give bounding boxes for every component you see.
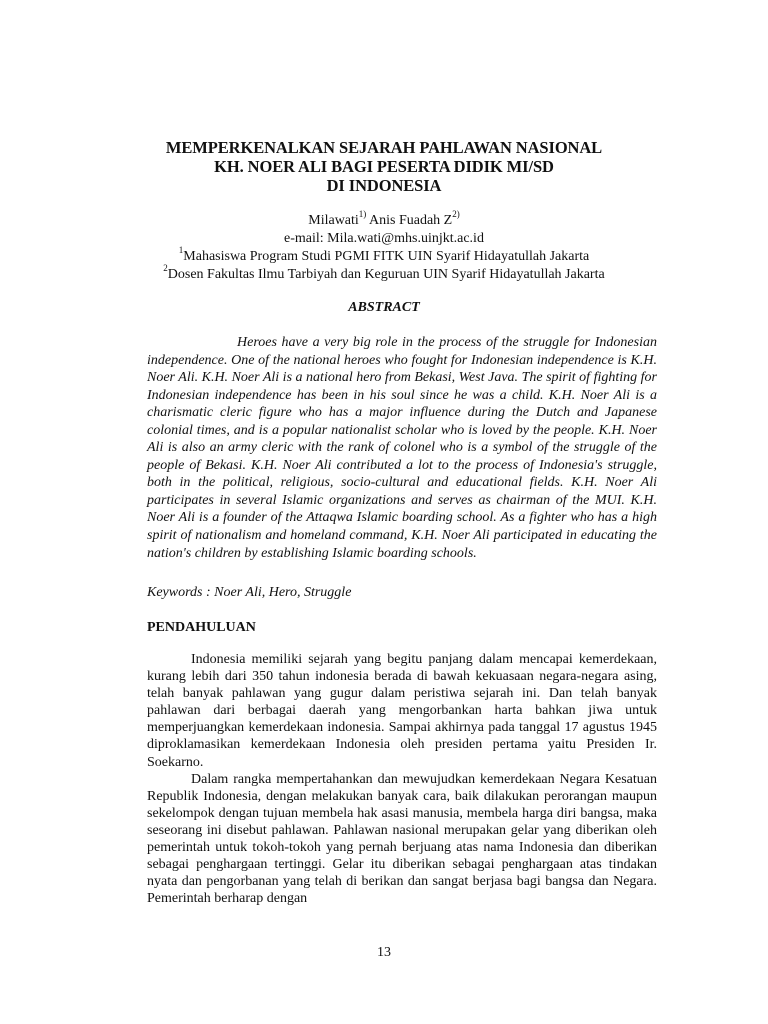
affiliation-1-marker: 1 — [178, 245, 184, 256]
body-paragraph-1: Indonesia memiliki sejarah yang begitu panjang dalam mencapai kemerdekaan, kurang lebih dari 350 tahun indonesia berada di bawah kekuasaan negara-negara asing, telah banyak pahlawan yang gugur dalam peristiwa sejarah ini. Dan telah banyak pahlawan dari berbagai daerah yang mengorbankan harta bahkan jiwa untuk memperjuangkan kemerdekaan indonesia. Sampai akhirnya pada tanggal 17 agustus 1945 diproklamasikan kemerdekaan Indonesia oleh presiden pertama yaitu Presiden Ir. Soekarno. — [147, 652, 657, 770]
affiliation-1 — [110, 245, 658, 266]
author-block — [110, 209, 658, 284]
section-body — [147, 651, 657, 907]
affiliation-2-marker: 2 — [163, 263, 168, 274]
title-line-2: KH. NOER ALI BAGI PESERTA DIDIK MI/SD — [214, 157, 554, 176]
author-names — [110, 209, 658, 230]
affiliation-2 — [110, 263, 658, 284]
section-heading: PENDAHULUAN — [147, 620, 256, 635]
affiliation-2-text: Dosen Fakultas Ilmu Tarbiyah dan Keguruan UIN Syarif Hidayatullah Jakarta — [167, 267, 605, 282]
title-line-3: DI INDONESIA — [326, 176, 442, 195]
author-2: Anis Fuadah Z — [366, 213, 453, 228]
author-2-marker: 2) — [452, 209, 460, 220]
abstract-heading: ABSTRACT — [348, 300, 420, 315]
author-email: e-mail: Mila.wati@mhs.uinjkt.ac.id — [284, 231, 484, 246]
body-paragraph-2: Dalam rangka mempertahankan dan mewujudkan kemerdekaan Negara Kesatuan Republik Indonesia, dengan melakukan banyak cara, baik dilakukan perorangan maupun sekelompok dengan tujuan membela hak asasi manusia, membela harga diri bangsa, maka seseorang ini disebut pahlawan. Pahlawan nasional merupakan gelar yang diberikan oleh pemerintah untuk tokoh-tokoh yang pernah berjuang atas nama Indonesia dan diberikan sebagai penghargaan tertinggi. Gelar itu diberikan sebagai penghargaan atas tindakan nyata dan pengorbanan yang telah di berikan dan sangat berjasa bagi bangsa dan Negara. Pemerintah berharap dengan — [147, 771, 657, 907]
abstract-paragraph: Heroes have a very big role in the process of the struggle for Indonesian independence. One of the national heroes who fought for Indonesian independence is K.H. Noer Ali. K.H. Noer Ali is a national hero from Bekasi, West Java. The spirit of fighting for Indonesian independence has been in his soul since he was a child. K.H. Noer Ali is a charismatic cleric figure who has a major influence during the Dutch and Japanese colonial times, and is a popular nationalist scholar who is loved by the people. K.H. Noer Ali is also an army cleric with the rank of colonel who is a symbol of the struggle of the people of Bekasi. K.H. Noer Ali contributed a lot to the process of Indonesia's struggle, both in the political, religious, socio-cultural and educational fields. K.H. Noer Ali participates in several Islamic organizations and serves as chairman of the MUI. K.H. Noer Ali is a founder of the Attaqwa Islamic boarding school. As a fighter who has a high spirit of nationalism and homeland command, K.H. Noer Ali participated in educating the nation's children by establishing Islamic boarding schools. — [147, 335, 657, 561]
affiliation-1-text: Mahasiswa Program Studi PGMI FITK UIN Syarif Hidayatullah Jakarta — [183, 249, 590, 264]
keywords-line: Keywords : Noer Ali, Hero, Struggle — [147, 585, 352, 600]
author-1-marker: 1) — [358, 209, 367, 220]
paper-title — [110, 138, 658, 195]
title-line-1: MEMPERKENALKAN SEJARAH PAHLAWAN NASIONAL — [165, 138, 603, 157]
abstract-body — [147, 334, 657, 562]
page-number: 13 — [377, 945, 391, 960]
author-1: Milawati — [308, 213, 359, 228]
